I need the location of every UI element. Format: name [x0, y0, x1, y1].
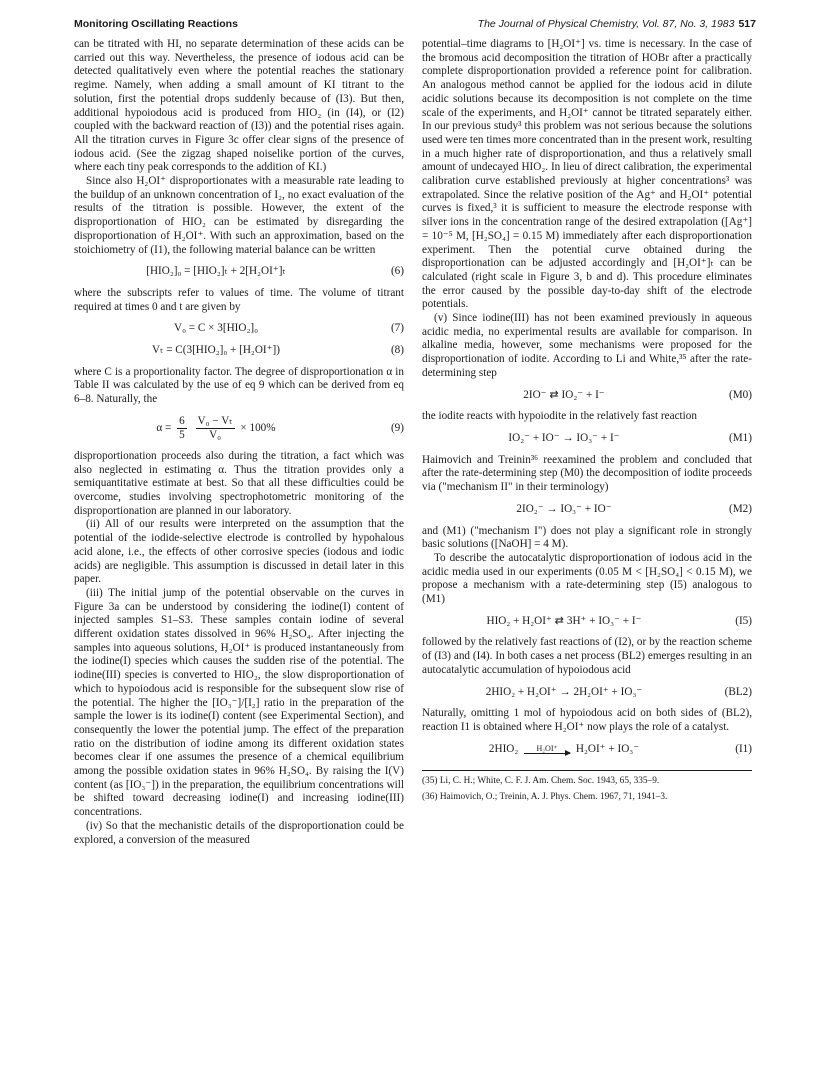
footnote-divider — [422, 770, 752, 771]
equation-I1 — [422, 743, 752, 757]
paragraph: Since also H₂OI⁺ disproportionates with a measurable rate leading to the buildup of an unknown concentration of I₂, no exact evaluation of the results of the titration is possible. However, the extent of the disproportionation of HIO₂ can be estimated by disregarding the disproportionation of H₂OI⁺. With such an approximation, based on the stoichiometry of (I1), the following material balance can be written — [74, 175, 404, 256]
equation-body: IO₂⁻ + IO⁻ → IO₃⁻ + I⁻ — [508, 431, 620, 444]
paragraph: Haimovich and Treinin³⁶ reexamined the problem and concluded that after the rate-determining step (M0) the decomposition of iodite proceeds via ("mechanism II" in their terminology) — [422, 453, 752, 494]
paragraph: where C is a proportionality factor. The degree of disproportionation α in Table II was calculated by the use of eq 9 which can be derived from eq 6–8. Naturally, the — [74, 365, 404, 406]
eq9-rhs: × 100% — [240, 421, 276, 434]
equation-7 — [74, 322, 404, 336]
paragraph: where the subscripts refer to values of time. The volume of titrant required at times 0 and t are given by — [74, 286, 404, 313]
fraction — [196, 415, 235, 442]
equation-9 — [74, 415, 404, 442]
equation-number: (8) — [390, 344, 404, 357]
equation-number: (M1) — [729, 431, 752, 444]
numerator: V₀ − Vₜ — [197, 414, 233, 427]
footnote-36: (36) Haimovich, O.; Treinin, A. J. Phys. Chem. 1967, 71, 1941–3. — [422, 792, 668, 803]
equation-body: [HIO₂]₀ = [HIO₂]ₜ + 2[H₂OI⁺]ₜ — [146, 265, 286, 278]
left-column — [74, 38, 404, 847]
equation-I5 — [422, 615, 752, 629]
paragraph: followed by the relatively fast reactions of (I2), or by the reaction scheme of (I3) and (I4). In both cases a net process (BL2) emerges resulting in an autocatalytic accumulation of hypoiodous acid — [422, 636, 752, 676]
equation-number: (M2) — [729, 502, 752, 515]
equation-body: 2HIO₂ + H₂OI⁺ → 2H₂OI⁺ + IO₃⁻ — [485, 685, 643, 698]
equation-body: V₀ = C × 3[HIO₂]₀ — [174, 322, 258, 335]
right-column — [422, 38, 752, 803]
equation-M2 — [422, 503, 752, 517]
running-title: Monitoring Oscillating Reactions — [74, 18, 238, 30]
reaction-arrow-icon — [524, 753, 570, 754]
paragraph: To describe the autocatalytic disproportionation of iodous acid in the acidic media used in our experiments (0.05 M < [H₂SO₄] < 0.15 M), we propose a mechanism with a rate-determining step (I5) analogous to (M1) — [422, 551, 752, 606]
paragraph: (v) Since iodine(III) has not been examined previously in aqueous acidic media, no experimental results are available for comparison. In alkaline media, however, some mechanisms were proposed for the disproportionation of iodite. According to Li and White,³⁵ after the rate-determining step — [422, 312, 752, 379]
equation-body: 2IO₂⁻ → IO₃⁻ + IO⁻ — [516, 502, 612, 515]
journal-citation: The Journal of Physical Chemistry, Vol. 87, No. 3, 1983 — [477, 18, 735, 30]
equation-number: (9) — [390, 421, 404, 434]
paragraph: and (M1) ("mechanism I") does not play a significant role in strongly basic solutions ([NaOH] = 4 M). — [422, 524, 752, 551]
equation-M0 — [422, 389, 752, 403]
fraction — [177, 415, 187, 442]
catalysed-arrow — [524, 744, 570, 754]
denominator: 5 — [179, 428, 185, 441]
equation-body: HIO₂ + H₂OI⁺ ⇄ 3H⁺ + IO₃⁻ + I⁻ — [486, 614, 642, 627]
equation-number: (6) — [390, 265, 404, 278]
equation-BL2 — [422, 686, 752, 700]
paragraph: disproportionation proceeds also during the titration, a fact which was also neglected in estimating α. Thus the titration provides only a semiquantitative estimate at best. So that all these difficulties could be overcome, studies involving spectrophotometric monitoring of the disproportionation are planned in our laboratory. — [74, 449, 404, 517]
equation-8 — [74, 344, 404, 358]
equation-6 — [74, 265, 404, 279]
footnote-35: (35) Li, C. H.; White, C. F. J. Am. Chem. Soc. 1943, 65, 335–9. — [422, 776, 660, 787]
equation-number: (BL2) — [724, 685, 752, 698]
paragraph: the iodite reacts with hypoiodite in the relatively fast reaction — [422, 410, 697, 423]
eq9-lhs: α = — [156, 421, 172, 434]
equation-number: (7) — [390, 322, 404, 335]
journal-header — [478, 18, 756, 30]
equation-number: (I1) — [735, 742, 752, 755]
equation-number: (M0) — [729, 388, 752, 401]
paragraph: Naturally, omitting 1 mol of hypoiodous acid on both sides of (BL2), reaction I1 is obtained where H₂OI⁺ now plays the role of a catalyst. — [422, 707, 752, 733]
paragraph: potential–time diagrams to [H₂OI⁺] vs. time is necessary. In the case of the bromous acid decomposition the titration of HOBr after a practically complete disproportionation provided a reference point for calibration. An analogous method cannot be applied for the iodous acid in dilute acidic solutions because its decomposition is not complete on the time scale of the experiments, and H₂OI⁺ cannot be titrated separately either. In our previous study³ this problem was not serious because the solutions used were ten times more concentrated than in the present work, resulting in a much higher rate of disproportionation, and thus a relatively small amount of undecayed HIO₂. In lieu of direct calibration, the experimental calibration curve established previously at higher concentrations³ was extrapolated. Since the relative position of the Ag⁺ and H₂OI⁺ potential curves is fixed,³ it is sufficient to measure the electrode response with silver ions in the concentration range of the desired extrapolation ([Ag⁺] = 10⁻⁵ M, [H₂SO₄] = 0.15 M) immediately after each disproportionation experiment. Then the potential curve obtained during the disproportionation can be adjusted accordingly and [H₂OI⁺]ₜ can be calculated (right scale in Figure 3, b and d). This procedure eliminates the error caused by the possible day-to-day shift of the electrode potentials. — [422, 38, 752, 311]
denominator: V₀ — [209, 428, 222, 441]
equation-M1 — [422, 432, 752, 446]
paragraph: (iv) So that the mechanistic details of the disproportionation could be explored, a conversion of the measured — [74, 819, 404, 846]
equation-number: (I5) — [735, 614, 752, 627]
equation-body — [74, 415, 358, 442]
eq-i1-rhs: H₂OI⁺ + IO₃⁻ — [575, 742, 640, 755]
page-number: 517 — [738, 18, 756, 30]
numerator: 6 — [179, 414, 185, 427]
equation-body: 2IO⁻ ⇄ IO₂⁻ + I⁻ — [523, 388, 605, 401]
equation-body: Vₜ = C(3[HIO₂]₀ + [H₂OI⁺]) — [152, 344, 280, 357]
equation-body — [422, 743, 706, 757]
paragraph: (ii) All of our results were interpreted on the assumption that the potential of the iodide-selective electrode is controlled by hypohalous acid alone, i.e., the effects of other corrosive species (iodous and iodic acids) are negligible. This assumption is discussed in detail later in this paper. — [74, 518, 404, 586]
paragraph: (iii) The initial jump of the potential observable on the curves in Figure 3a can be understood by considering the iodine(I) content of injected samples S1–S3. These samples contain iodine of several different oxidation states dissolved in 96% H₂SO₄. After injecting the samples into aqueous solutions, H₂OI⁺ is produced instantaneously from the iodine(I) species which causes the sudden rise of the potential. The iodine(III) species is converted to HIO₂, the slow disproportionation of which to hypoiodous acid is responsible for the subsequent slow rise of the potential. The higher the [IO₃⁻]/[I₂] ratio in the preparation of the sample the lower is its iodine(I) content (see Experimental Section), and consequently the lower the potential jump. The effect of the preparation ratio on the distribution of iodine among its different oxidation states becomes clear if one assumes the presence of a chemical equilibrium among the possible oxidation states in 96% H₂SO₄. By raising the I(V) content (as [IO₃⁻]) in the preparation, the equilibrium concentrations will be shifted toward decreasing iodine(I) and increasing iodine(III) concentrations. — [74, 586, 404, 819]
catalyst-label: H₂OI⁺ — [536, 744, 558, 754]
paragraph: can be titrated with HI, no separate determination of these acids can be carried out this way. Nevertheless, the presence of iodous acid can be detected qualitatively even where the potential reaches the stationary regime. Namely, when adding a small amount of KI titrant to the solution, first the potential drops suddenly because of (I3). But then, additional hypoiodous acid is produced from HIO₂ (in (I4), or (I2) coupled with the backward reaction of (I3)) and the potential rises again. All the titration curves in Figure 3c offer clear signs of the presence of iodous acid. (See the zigzag shaped noiselike portion of the curves, where each tiny peak corresponds to the addition of KI.) — [74, 38, 404, 174]
eq-i1-lhs: 2HIO₂ — [488, 742, 519, 755]
